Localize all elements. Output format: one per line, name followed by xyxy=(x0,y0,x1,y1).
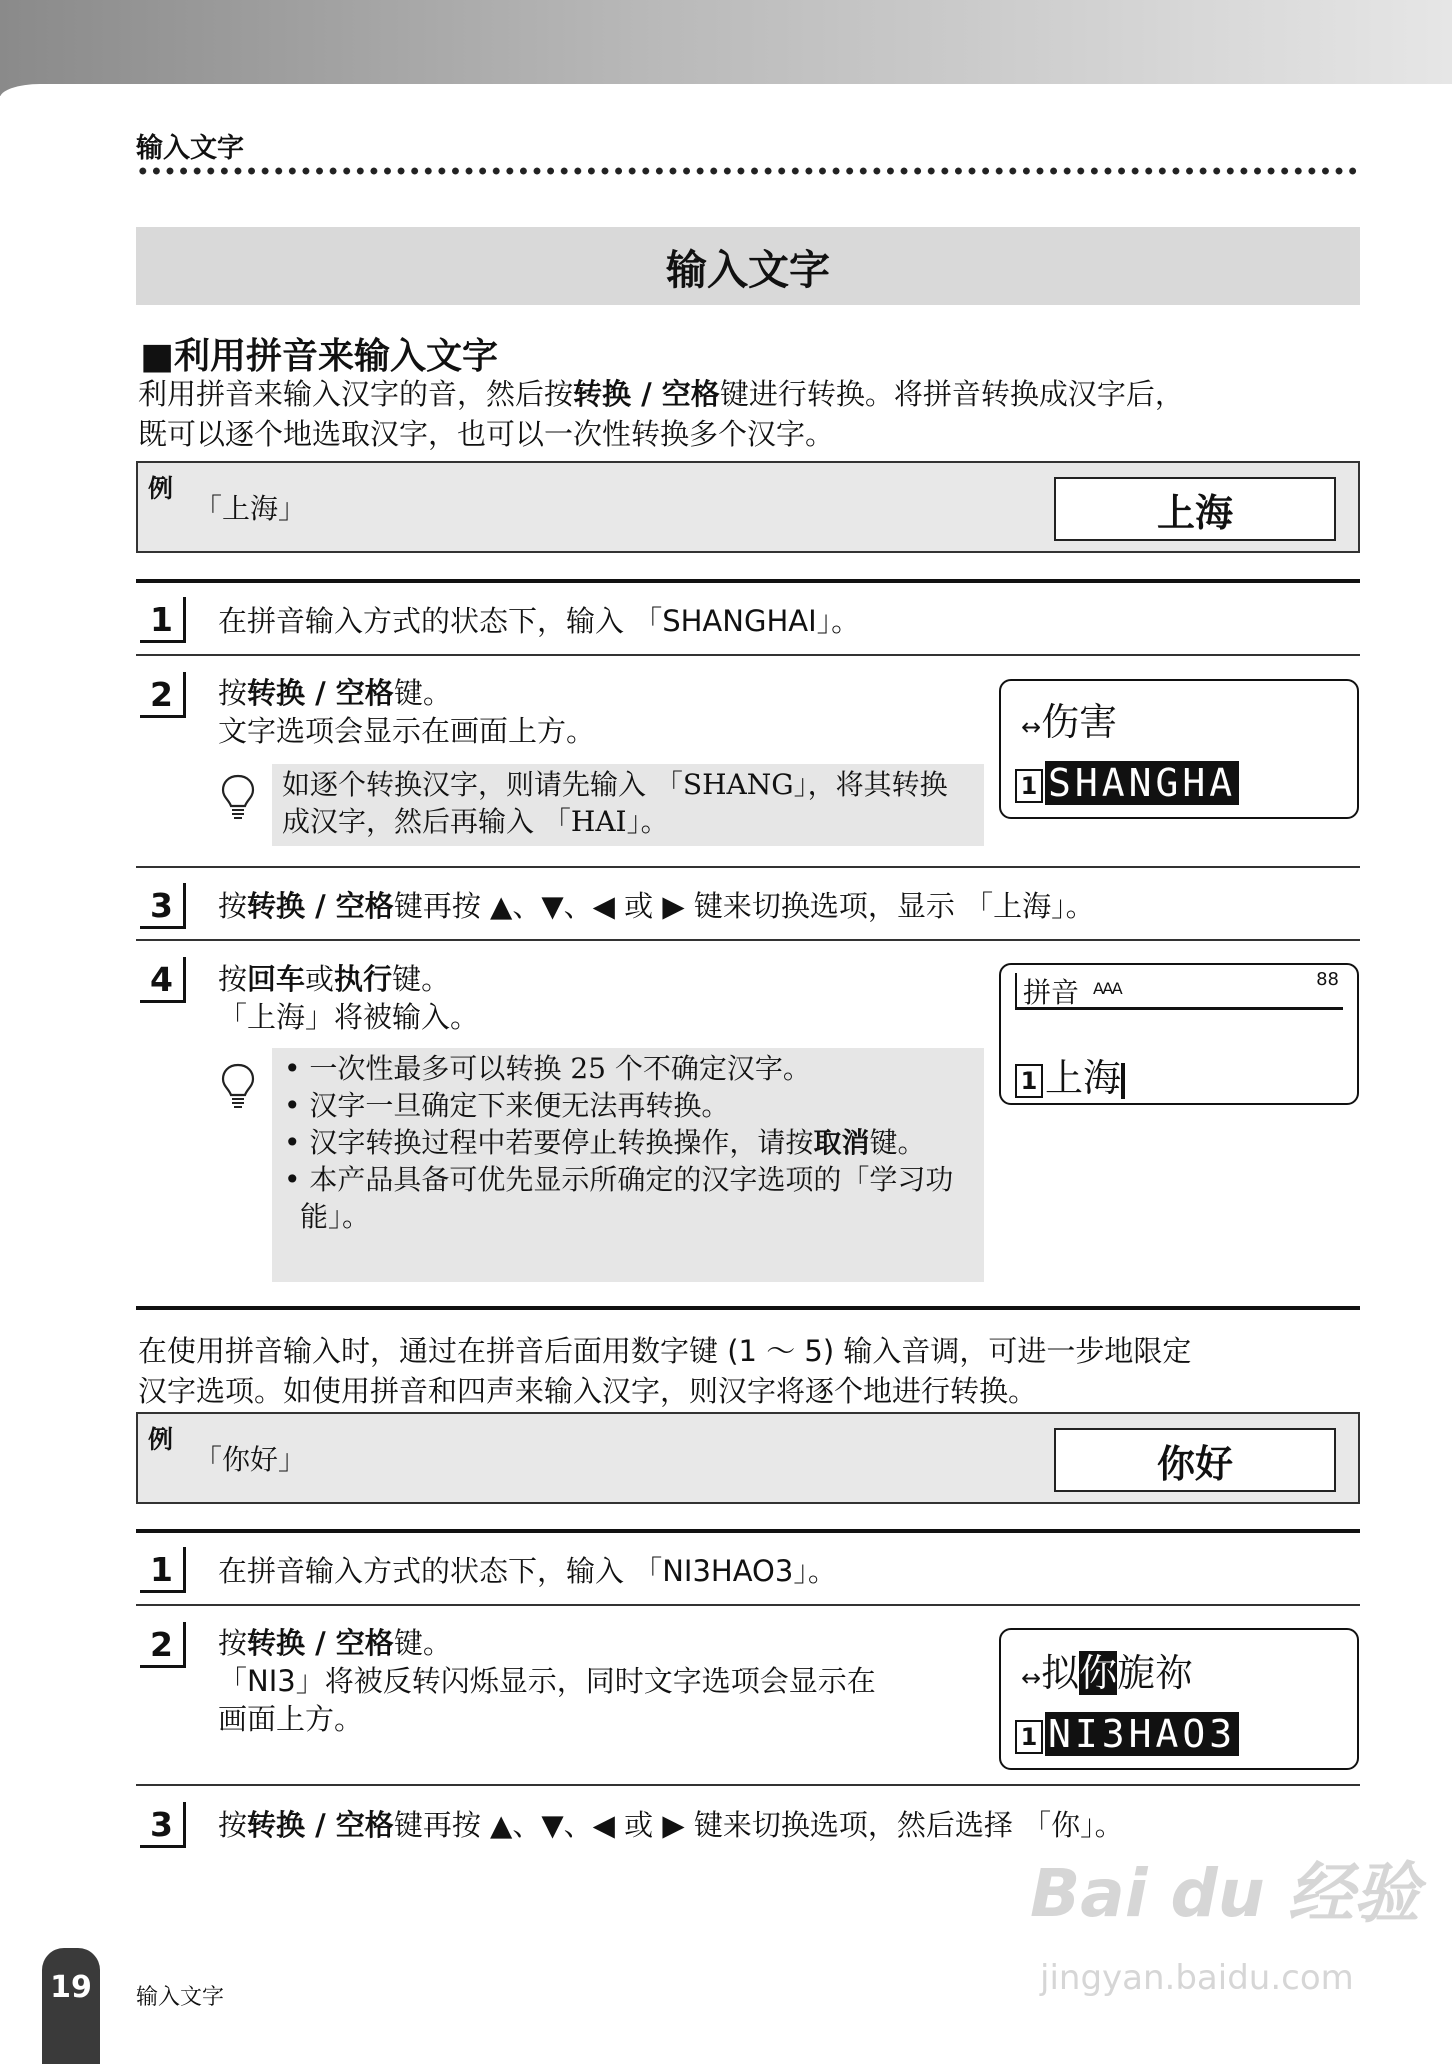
tip-item: • 本产品具备可优先显示所确定的汉字选项的「学习功能」。 xyxy=(284,1163,954,1233)
step-line2: 「NI3」将被反转闪烁显示，同时文字选项会显示在 xyxy=(218,1664,876,1698)
step-post: 键再按 ▲、▼、◀ 或 ▶ 键来切换选项，显示 「上海」。 xyxy=(393,889,1095,923)
tip-key-cancel: 取消 xyxy=(813,1126,870,1159)
step-key: 转换 / 空格 xyxy=(247,1808,394,1842)
example-label: 例 xyxy=(148,1425,174,1454)
step-pre: 按 xyxy=(218,1808,248,1842)
step-post: 键。 xyxy=(393,676,452,710)
header-band xyxy=(0,0,1452,96)
step-number: 2 xyxy=(140,1622,186,1668)
section-rule xyxy=(136,1306,1360,1310)
lcd-screen xyxy=(999,679,1359,819)
intro-paragraph xyxy=(138,374,1360,454)
step-mid: 或 xyxy=(305,962,335,996)
intro-key: 转换 / 空格 xyxy=(573,377,720,411)
step-post: 键。 xyxy=(392,962,451,996)
lcd-input-row xyxy=(1015,1712,1239,1756)
example-result: 上海 xyxy=(1054,477,1336,541)
step-text: 在拼音输入方式的状态下，输入 「NI3HAO3」。 xyxy=(218,1554,837,1588)
step-divider xyxy=(136,939,1360,941)
watermark-url: jingyan.baidu.com xyxy=(1040,1958,1354,1998)
step-number: 3 xyxy=(140,1802,186,1848)
example-box xyxy=(136,461,1360,553)
step-divider xyxy=(136,1604,1360,1606)
lcd-status-bar xyxy=(1015,969,1343,1010)
intro-text-cont: 键进行转换。将拼音转换成汉字后， xyxy=(719,377,1184,411)
step-number: 2 xyxy=(140,672,186,718)
footer-label: 输入文字 xyxy=(136,1985,225,2010)
lcd-input-row xyxy=(1015,761,1239,805)
lcd-candidates: 伤害 xyxy=(1041,700,1118,744)
step-pre: 按 xyxy=(218,676,248,710)
lcd-line-index: 1 xyxy=(1015,769,1043,803)
lcd-screen xyxy=(999,1628,1359,1770)
lcd-candidates-row xyxy=(1021,1642,1193,1697)
lcd-line-index: 1 xyxy=(1015,1720,1043,1754)
step-number: 3 xyxy=(140,883,186,929)
tip-text-tail: 键。 xyxy=(869,1126,926,1159)
lcd-line-index: 1 xyxy=(1015,1064,1043,1098)
step-text xyxy=(218,887,1095,925)
lcd-candidate: 拟 xyxy=(1041,1651,1080,1695)
step-key-execute: 执行 xyxy=(334,962,393,996)
step-divider xyxy=(136,866,1360,868)
step-line2: 文字选项会显示在画面上方。 xyxy=(218,714,596,748)
step-key-enter: 回车 xyxy=(247,962,306,996)
example-box xyxy=(136,1412,1360,1504)
lcd-candidate: 旎祢 xyxy=(1117,1651,1194,1695)
section-rule xyxy=(136,579,1360,583)
tip-text: 一次性最多可以转换 25 个不确定汉字。 xyxy=(309,1052,811,1085)
tone-line2: 汉字选项。如使用拼音和四声来输入汉字，则汉字将逐个地进行转换。 xyxy=(138,1374,1038,1408)
lcd-inverted-input: SHANGHA xyxy=(1045,761,1239,805)
header-section-label: 输入文字 xyxy=(136,133,244,164)
page-number-tab xyxy=(42,1948,100,2064)
tip-text: 汉字一旦确定下来便无法再转换。 xyxy=(309,1089,730,1122)
step-key: 转换 / 空格 xyxy=(247,676,394,710)
step-text: 在拼音输入方式的状态下，输入 「SHANGHAI」。 xyxy=(218,604,861,638)
lcd-inverted-input: NI3HAO3 xyxy=(1045,1712,1239,1756)
step-divider xyxy=(136,654,1360,656)
tip-text: 汉字转换过程中若要停止转换操作，请按 xyxy=(309,1126,814,1159)
tone-line1: 在使用拼音输入时，通过在拼音后面用数字键 (1 ～ 5) 输入音调，可进一步地限定 xyxy=(138,1334,1192,1368)
step-post: 键再按 ▲、▼、◀ 或 ▶ 键来切换选项，然后选择 「你」。 xyxy=(393,1808,1124,1842)
step-pre: 按 xyxy=(218,1626,248,1660)
section-heading: ■利用拼音来输入文字 xyxy=(140,336,499,377)
step-key: 转换 / 空格 xyxy=(247,889,394,923)
dotted-divider xyxy=(136,166,1360,176)
tip-item: • 汉字一旦确定下来便无法再转换。 xyxy=(284,1089,730,1122)
tip-item: • 汉字转换过程中若要停止转换操作，请按取消键。 xyxy=(284,1126,926,1159)
tip-text: 本产品具备可优先显示所确定的汉字选项的「学习功能」。 xyxy=(300,1163,954,1233)
lightbulb-icon xyxy=(220,773,256,823)
example-text: 「上海」 xyxy=(194,492,307,525)
lcd-text-row xyxy=(1015,1047,1125,1102)
step-text xyxy=(218,674,595,750)
tip-box-list xyxy=(272,1048,984,1282)
step-key: 转换 / 空格 xyxy=(247,1626,394,1660)
example-label: 例 xyxy=(148,474,174,503)
step-number: 4 xyxy=(140,957,186,1003)
example-result: 你好 xyxy=(1054,1428,1336,1492)
intro-line2: 既可以逐个地选取汉字，也可以一次性转换多个汉字。 xyxy=(138,417,835,451)
lcd-size-icon: AAA xyxy=(1093,979,1121,998)
lcd-cursor xyxy=(1121,1063,1125,1099)
step-line2: 「上海」将被输入。 xyxy=(218,1000,480,1034)
intro-text: 利用拼音来输入汉字的音，然后按 xyxy=(138,377,574,411)
lcd-arrow-icon: ↔ xyxy=(1021,1664,1042,1692)
section-rule xyxy=(136,1529,1360,1533)
lightbulb-icon xyxy=(220,1062,256,1112)
page-number: 19 xyxy=(50,1970,92,2005)
lcd-corner-icon: 88 xyxy=(1316,969,1339,990)
step-pre: 按 xyxy=(218,889,248,923)
page-title-bar xyxy=(136,227,1360,305)
step-line3: 画面上方。 xyxy=(218,1702,364,1736)
lcd-text: 上海 xyxy=(1045,1056,1122,1100)
lcd-candidate-selected: 你 xyxy=(1079,1651,1118,1695)
step-pre: 按 xyxy=(218,962,248,996)
lcd-screen xyxy=(999,963,1359,1105)
step-text xyxy=(218,1806,1124,1844)
step-post: 键。 xyxy=(393,1626,452,1660)
tip-item: • 一次性最多可以转换 25 个不确定汉字。 xyxy=(284,1052,811,1085)
lcd-mode-label: 拼音 xyxy=(1023,976,1080,1009)
step-text xyxy=(218,1624,876,1738)
step-number: 1 xyxy=(140,1547,186,1593)
page-title: 输入文字 xyxy=(666,245,830,294)
step-divider xyxy=(136,1784,1360,1786)
watermark-brand: Bai du 经验 xyxy=(1030,1855,1420,1932)
lcd-arrow-icon: ↔ xyxy=(1021,713,1042,741)
lcd-candidates-row xyxy=(1021,691,1117,746)
step-number: 1 xyxy=(140,597,186,643)
tip-box: 如逐个转换汉字，则请先输入 「SHANG」，将其转换成汉字，然后再输入 「HAI」。 xyxy=(272,764,984,846)
step-text xyxy=(218,960,479,1036)
header-band-curve xyxy=(0,84,1452,98)
tone-paragraph xyxy=(138,1331,1360,1411)
example-text: 「你好」 xyxy=(194,1443,307,1476)
